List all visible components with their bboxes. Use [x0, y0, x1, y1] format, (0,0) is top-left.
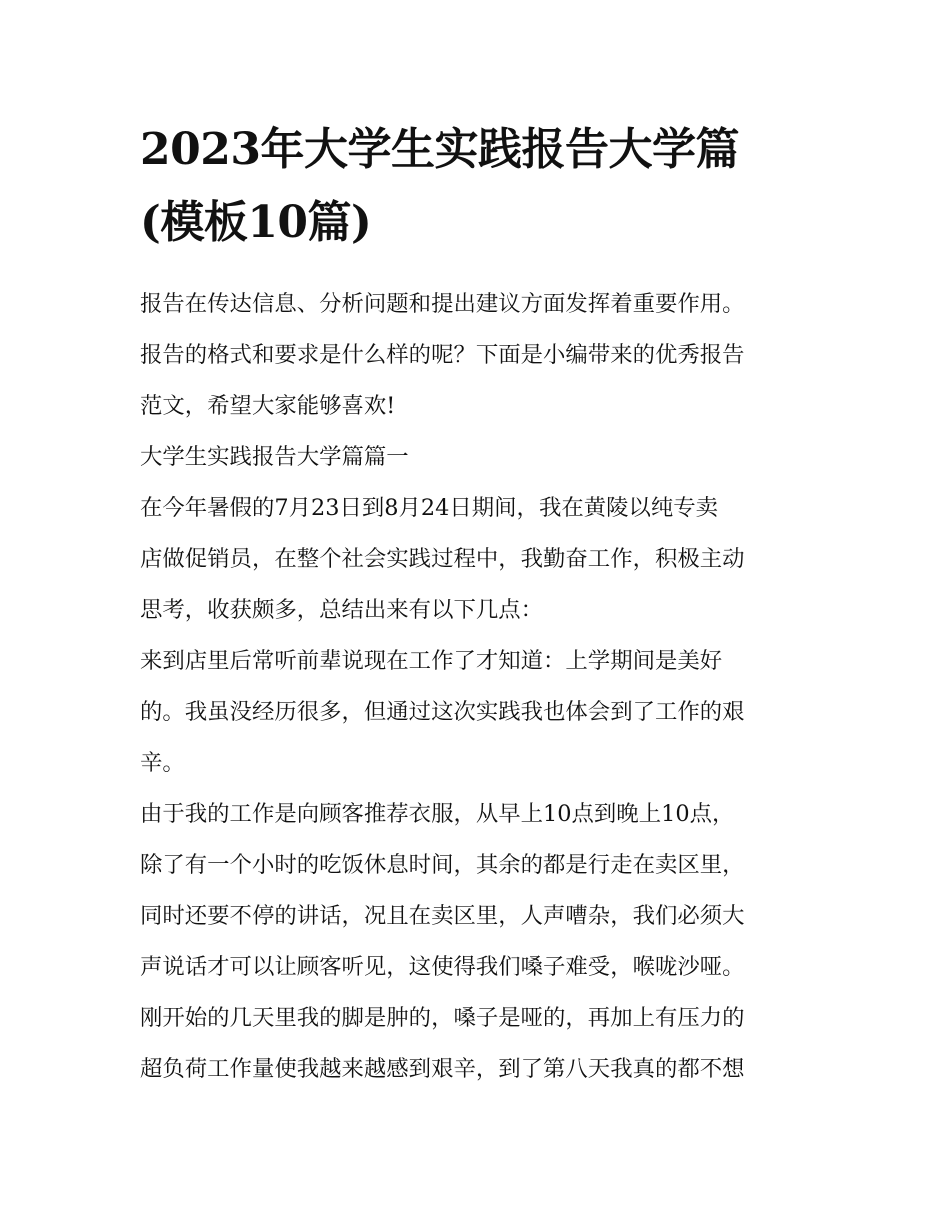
body-paragraph	[140, 636, 812, 789]
document-title	[140, 113, 812, 259]
section-heading	[140, 432, 812, 483]
text-line: 大学生实践报告大学篇篇一	[140, 444, 409, 470]
text-line: 由于我的工作是向顾客推荐衣服，从早上10点到晚上10点，	[140, 801, 735, 827]
body-paragraph	[140, 789, 812, 1095]
body-paragraph	[140, 483, 812, 636]
text-line: 同时还要不停的讲话，况且在卖区里，人声嘈杂，我们必须大	[140, 903, 745, 929]
intro-paragraph	[140, 279, 812, 432]
text-line: 声说话才可以让顾客听见，这使得我们嗓子难受，喉咙沙哑。	[140, 954, 745, 980]
text-line: 除了有一个小时的吃饭休息时间，其余的都是行走在卖区里，	[140, 852, 745, 878]
text-line: 超负荷工作量使我越来越感到艰辛，到了第八天我真的都不想	[140, 1056, 745, 1082]
text-line: 来到店里后常听前辈说现在工作了才知道：上学期间是美好	[140, 648, 723, 674]
text-line: 报告在传达信息、分析问题和提出建议方面发挥着重要作用。	[140, 291, 745, 317]
document-body	[140, 279, 812, 1095]
text-line: 的。我虽没经历很多，但通过这次实践我也体会到了工作的艰	[140, 699, 745, 725]
text-line: 店做促销员，在整个社会实践过程中，我勤奋工作，积极主动	[140, 546, 745, 572]
document-page	[140, 113, 812, 1095]
title-line: 2023年大学生实践报告大学篇	[140, 124, 739, 175]
text-line: 范文，希望大家能够喜欢!	[140, 393, 396, 419]
text-line: 刚开始的几天里我的脚是肿的，嗓子是哑的，再加上有压力的	[140, 1005, 745, 1031]
title-line: (模板10篇)	[140, 197, 372, 248]
text-line: 辛。	[140, 750, 185, 776]
text-line: 报告的格式和要求是什么样的呢？下面是小编带来的优秀报告	[140, 342, 745, 368]
text-line: 思考，收获颇多，总结出来有以下几点：	[140, 597, 544, 623]
text-line: 在今年暑假的7月23日到8月24日期间，我在黄陵以纯专卖	[140, 495, 719, 521]
